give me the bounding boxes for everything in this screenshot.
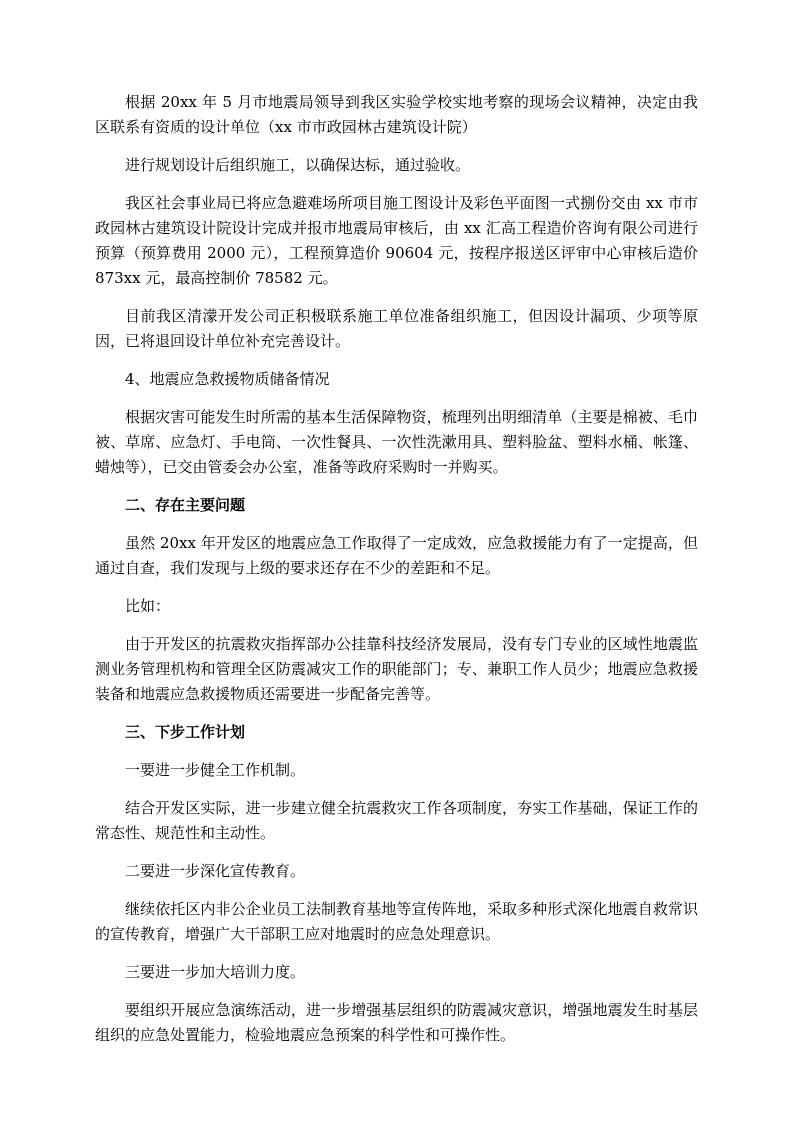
paragraph: 我区社会事业局已将应急避难场所项目施工图设计及彩色平面图一式捌份交由 xx 市市政园林古建筑设计院设计完成并报市地震局审核后，由 xx 汇高工程造价咨询有限公司进行预算（预算费用 2000 元），工程预算造价 90604 元，按程序报送区评审中心审核后造价 873xx 元，最高控制价 78582 元。 — [95, 194, 698, 287]
paragraph: 根据 20xx 年 5 月市地震局领导到我区实验学校实地考察的现场会议精神，决定由我区联系有资质的设计单位（xx 市市政园林古建筑设计院） — [95, 93, 698, 136]
paragraph: 虽然 20xx 年开发区的地震应急工作取得了一定成效，应急救援能力有了一定提高，但通过自查，我们发现与上级的要求还存在不少的差距和不足。 — [95, 534, 698, 577]
section-heading: 二、存在主要问题 — [125, 496, 246, 514]
paragraph: 要组织开展应急演练活动，进一步增强基层组织的防震减灾意识，增强地震发生时基层组织的应急处置能力，检验地震应急预案的科学性和可操作性。 — [95, 1001, 698, 1044]
paragraph: 继续依托区内非公企业员工法制教育基地等宣传阵地，采取多种形式深化地震自救常识的宣传教育，增强广大干部职工应对地震时的应急处理意识。 — [95, 900, 698, 943]
paragraph: 二要进一步深化宣传教育。 — [125, 862, 306, 880]
paragraph: 由于开发区的抗震救灾指挥部办公挂靠科技经济发展局，没有专门专业的区域性地震监测业务管理机构和管理全区防震减灾工作的职能部门；专、兼职工作人员少；地震应急救援装备和地震应急救援物质还需要进一步配备完善等。 — [95, 635, 698, 703]
paragraph: 4、地震应急救援物质储备情况 — [125, 370, 330, 388]
document-body — [95, 90, 698, 1061]
paragraph: 进行规划设计后组织施工，以确保达标，通过验收。 — [125, 156, 471, 174]
paragraph: 比如： — [125, 597, 171, 615]
paragraph: 一要进一步健全工作机制。 — [125, 761, 306, 779]
paragraph: 结合开发区实际，进一步建立健全抗震救灾工作各项制度，夯实工作基础，保证工作的常态性、规范性和主动性。 — [95, 799, 698, 842]
paragraph: 目前我区清濛开发公司正积极联系施工单位准备组织施工，但因设计漏项、少项等原因，已将退回设计单位补充完善设计。 — [95, 307, 698, 350]
paragraph: 三要进一步加大培训力度。 — [125, 963, 306, 981]
paragraph: 根据灾害可能发生时所需的基本生活保障物资，梳理列出明细清单（主要是棉被、毛巾被、草席、应急灯、手电筒、一次性餐具、一次性洗漱用具、塑料脸盆、塑料水桶、帐篷、蜡烛等），已交由管委会办公室，准备等政府采购时一并购买。 — [95, 408, 698, 476]
section-heading: 三、下步工作计划 — [125, 723, 246, 741]
